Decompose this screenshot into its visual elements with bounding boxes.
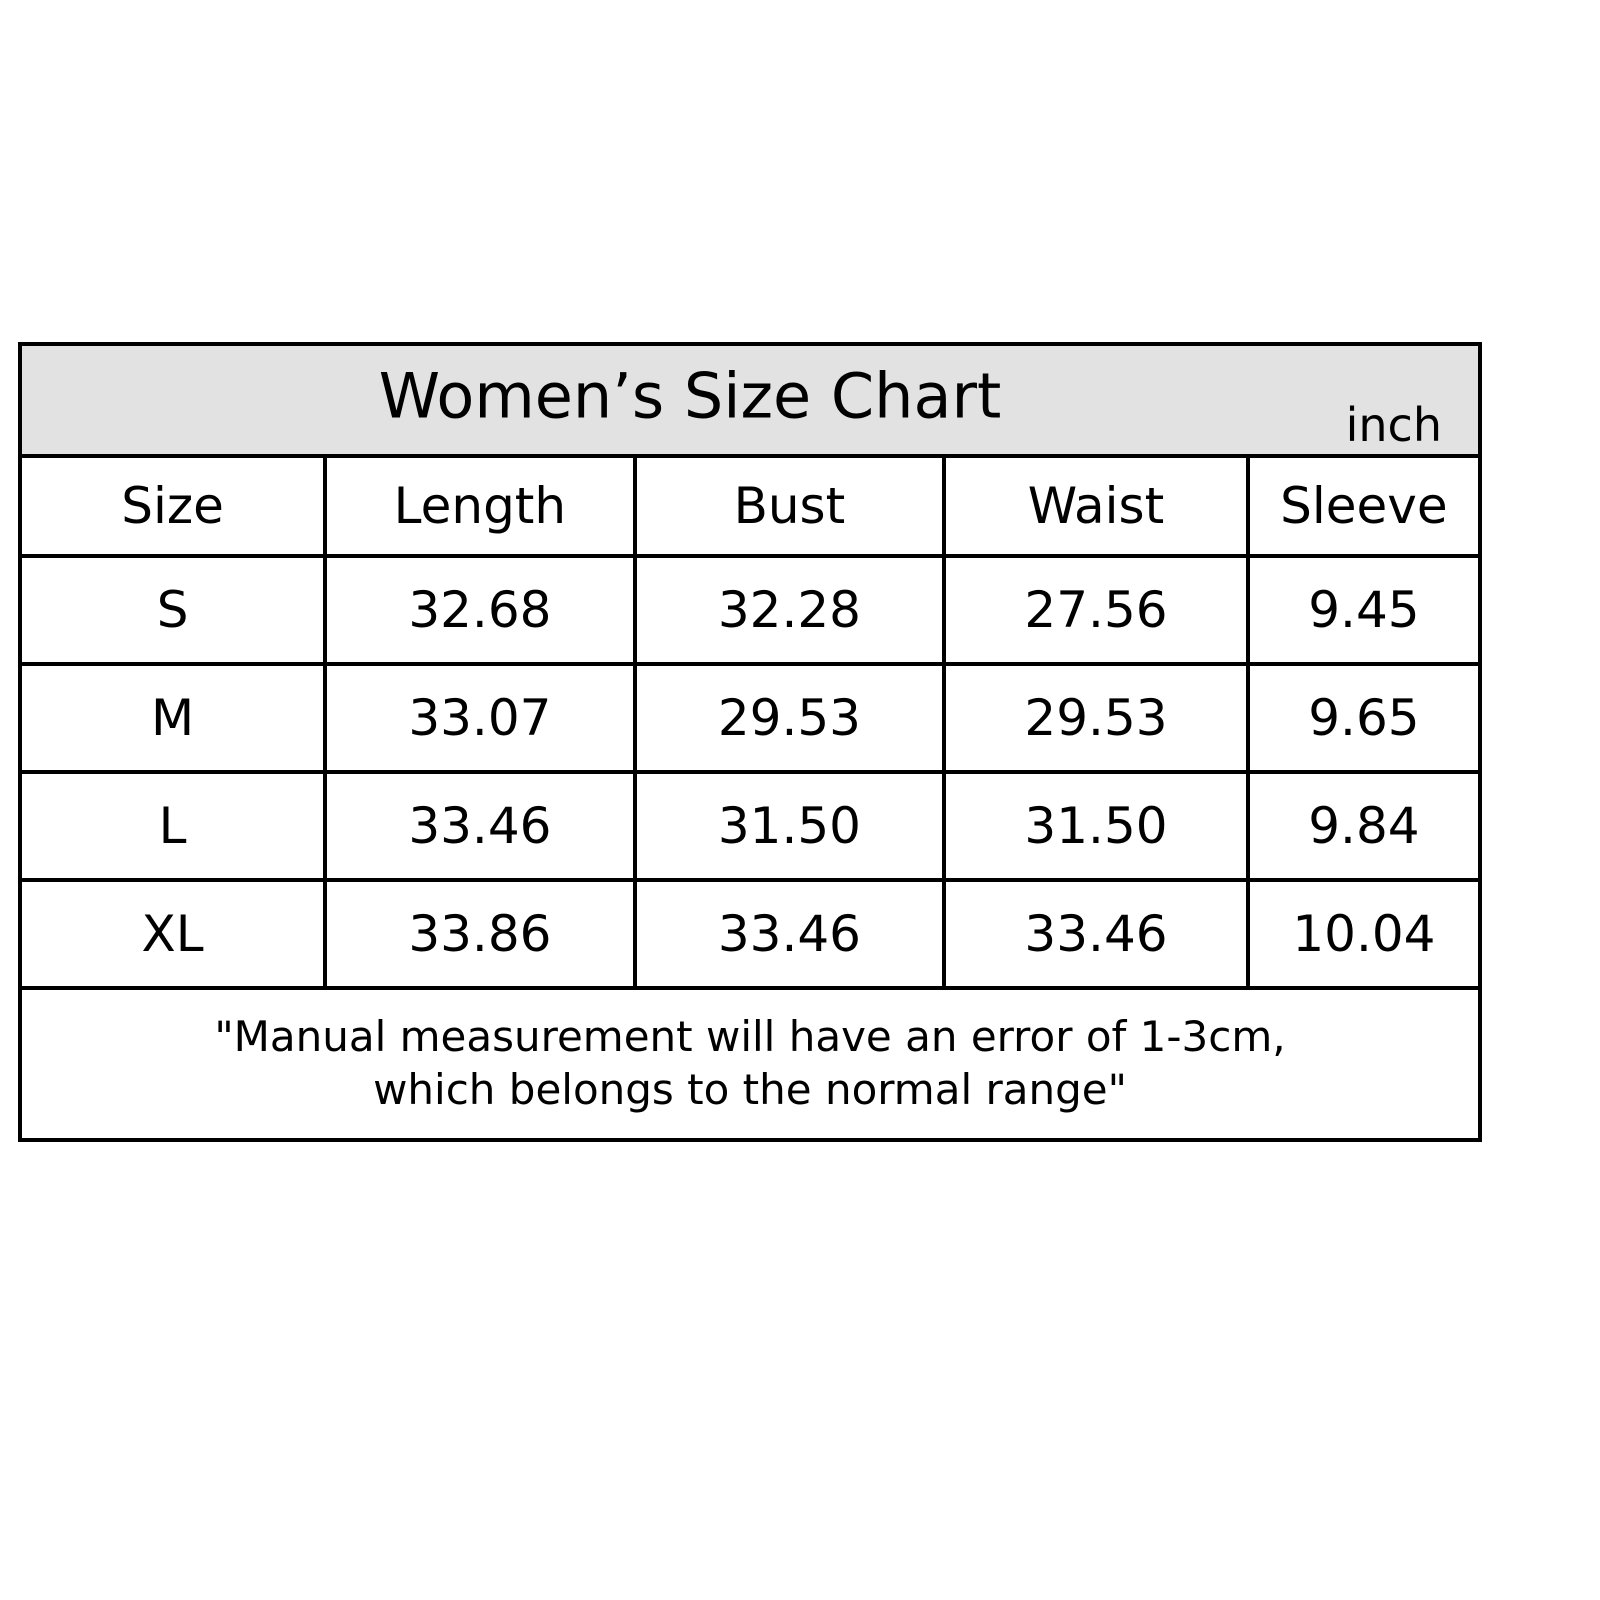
table-header-row bbox=[20, 456, 1480, 556]
measurement-note-line-2: which belongs to the normal range" bbox=[373, 1065, 1127, 1114]
cell-waist: 27.56 bbox=[944, 556, 1248, 664]
chart-title: Women’s Size Chart bbox=[378, 359, 1002, 433]
cell-length: 33.46 bbox=[325, 772, 635, 880]
cell-sleeve: 9.45 bbox=[1248, 556, 1480, 664]
cell-size: M bbox=[20, 664, 325, 772]
table-row bbox=[20, 772, 1480, 880]
cell-length: 33.07 bbox=[325, 664, 635, 772]
cell-bust: 29.53 bbox=[635, 664, 945, 772]
column-header-sleeve: Sleeve bbox=[1248, 456, 1480, 556]
column-header-waist: Waist bbox=[944, 456, 1248, 556]
column-header-length: Length bbox=[325, 456, 635, 556]
column-header-size: Size bbox=[20, 456, 325, 556]
chart-title-row bbox=[20, 344, 1480, 456]
table-row bbox=[20, 664, 1480, 772]
table-row bbox=[20, 556, 1480, 664]
size-chart-container bbox=[18, 342, 1482, 1142]
cell-size: XL bbox=[20, 880, 325, 988]
cell-length: 33.86 bbox=[325, 880, 635, 988]
cell-waist: 33.46 bbox=[944, 880, 1248, 988]
cell-waist: 31.50 bbox=[944, 772, 1248, 880]
cell-waist: 29.53 bbox=[944, 664, 1248, 772]
cell-sleeve: 10.04 bbox=[1248, 880, 1480, 988]
measurement-note-cell bbox=[20, 988, 1480, 1140]
cell-bust: 32.28 bbox=[635, 556, 945, 664]
cell-length: 32.68 bbox=[325, 556, 635, 664]
cell-bust: 31.50 bbox=[635, 772, 945, 880]
cell-size: S bbox=[20, 556, 325, 664]
cell-size: L bbox=[20, 772, 325, 880]
cell-sleeve: 9.84 bbox=[1248, 772, 1480, 880]
chart-unit-label: inch bbox=[1345, 398, 1442, 452]
womens-size-chart-table bbox=[18, 342, 1482, 1142]
measurement-note-row bbox=[20, 988, 1480, 1140]
measurement-note-line-1: "Manual measurement will have an error of 1-3cm, bbox=[214, 1012, 1286, 1062]
column-header-bust: Bust bbox=[635, 456, 945, 556]
chart-title-cell bbox=[20, 344, 1480, 456]
cell-sleeve: 9.65 bbox=[1248, 664, 1480, 772]
table-row bbox=[20, 880, 1480, 988]
cell-bust: 33.46 bbox=[635, 880, 945, 988]
